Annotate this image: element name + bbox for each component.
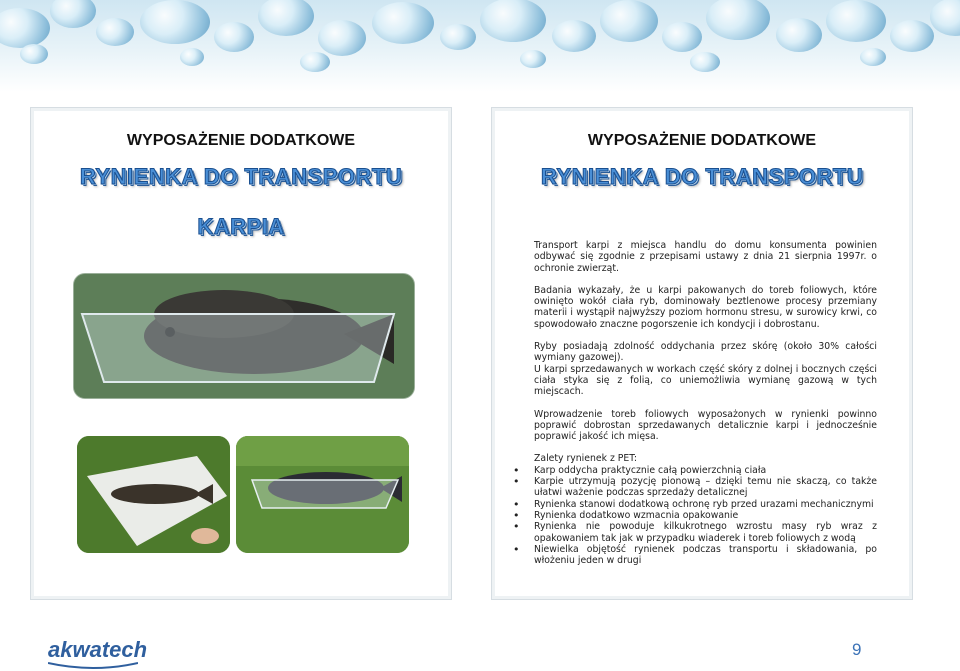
right-page: [491, 107, 913, 600]
list-item: • Rynienka nie powoduje kilkukrotnego wzrostu masy ryb wraz z opakowaniem tak jak w przypadku wiaderek i toreb foliowych z wodą: [534, 521, 877, 544]
carp-in-bag-photo: [77, 436, 230, 553]
advantages-list: [534, 465, 877, 567]
list-heading: Zalety rynienek z PET:: [534, 453, 638, 465]
paragraph: Ryby posiadają zdolność oddychania przez skórę (około 30% całości wymiany gazowej).: [534, 341, 877, 364]
carp-bag-illustration: [77, 436, 230, 553]
carp-on-grass-photo: [236, 436, 409, 553]
paragraph: U karpi sprzedawanych w workach część skóry z dolnej i bocznych części ciała styka się z folią, co uniemożliwia wymianę gazową w tych miejscach.: [534, 363, 877, 398]
logo-text: akwatech: [48, 637, 148, 662]
paragraph: Wprowadzenie toreb foliowych wyposażonych w rynienki powinno poprawić dobrostan sprzedawanych detalicznie karpi i jednocześnie poprawić jakość ich mięsa.: [534, 408, 877, 443]
carp-grass-illustration: [236, 436, 409, 553]
water-droplets-banner: [0, 0, 960, 92]
left-title-line2: KARPIA: [197, 214, 285, 239]
akwatech-logo: [48, 637, 147, 663]
right-body-text: [534, 240, 877, 566]
page-number: 9: [852, 640, 862, 659]
paragraph: Badania wykazały, że u karpi pakowanych do toreb foliowych, które owinięto wokół ciała ryb, dominowały beztlenowe procesy przemiany materii i wystąpił najwyższy poziom hormonu stresu, w surowicy krwi, co spowodowało znaczne pogorszenie ich kondycji i dobrostanu.: [534, 284, 877, 330]
list-item: • Rynienka dodatkowo wzmacnia opakowanie: [534, 510, 877, 521]
right-title: RYNIENKA DO TRANSPORTU: [540, 164, 864, 189]
carp-in-tray-photo: [73, 273, 415, 399]
left-page: [30, 107, 452, 600]
left-title-line1: RYNIENKA DO TRANSPORTU: [79, 164, 403, 189]
list-item: • Karp oddycha praktycznie całą powierzchnią ciała: [534, 465, 877, 476]
paragraph: Transport karpi z miejsca handlu do domu konsumenta powinien odbywać się zgodnie z przepisami ustawy z dnia 21 sierpnia 1997r. o ochronie zwierząt.: [534, 240, 877, 274]
list-item: • Karpie utrzymują pozycję pionową – dzięki temu nie skaczą, co także ułatwi ważenie podczas sprzedaży detalicznej: [534, 476, 877, 499]
list-item: • Niewielka objętość rynienek podczas transportu i składowania, po włożeniu jeden w drugi: [534, 544, 877, 567]
left-heading: WYPOSAŻENIE DODATKOWE: [126, 132, 356, 149]
right-heading: WYPOSAŻENIE DODATKOWE: [587, 132, 817, 149]
carp-tray-illustration: [74, 274, 414, 398]
logo-swoosh-icon: [48, 661, 138, 671]
list-item: • Rynienka stanowi dodatkową ochronę ryb przed urazami mechanicznymi: [534, 499, 877, 510]
